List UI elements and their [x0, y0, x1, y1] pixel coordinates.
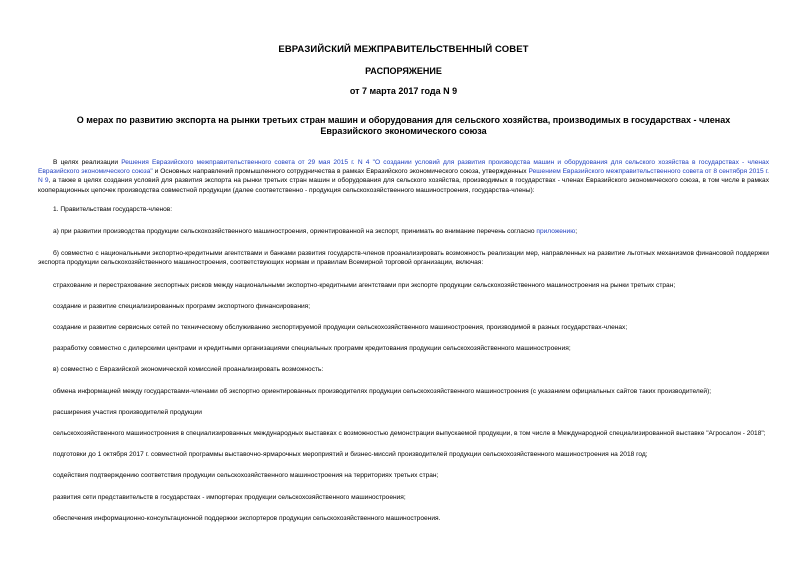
doc-title: О мерах по развитию экспорта на рынки третьих стран машин и оборудования для сельского хозяйства, производимых в государствах - членах Евразийского экономического союза [76, 115, 731, 136]
v-list-item: расширения участия производителей продукции [53, 408, 202, 416]
doc-type-heading: РАСПОРЯЖЕНИЕ [365, 66, 442, 76]
item-a-text: а) при развитии производства продукции сельскохозяйственного машиностроения, ориентированной на экспорт, принимать во внимание перечень согласно [53, 228, 537, 236]
b-list-item: страхование и перестрахование экспортных рисков между национальными экспортно-кредитными агентствами при экспорте продукции сельскохозяйственного машиностроения на рынки третьих стран; [53, 281, 676, 289]
b-list-item: создание и развитие сервисных сетей по техническому обслуживанию экспортируемой продукции сельскохозяйственного машиностроения, производимой в разных государствах-членах; [53, 324, 628, 332]
v-list-item: подготовки до 1 октября 2017 г. совместной программы выставочно-ярмарочных мероприятий и бизнес-миссий производителей продукции сельскохозяйственного машиностроения на 2018 год; [53, 451, 648, 459]
intro-text-2: и Основных направлений промышленного сотрудничества в рамках Евразийского экономического союза, утвержденных [152, 168, 529, 176]
item-b: б) совместно с национальными экспортно-кредитными агентствами и банками развития государств-членов проанализировать возможность реализации мер, направленных на развитие льготных механизмов финансовой поддержки экспорта продукции сельскохозяйственного машиностроения, соответствующих нормам и правилам Всемирной торговой организации, включая: [38, 250, 769, 267]
v-list-item: обеспечения информационно-консультационной поддержки экспортеров продукции сельскохозяйственного машиностроения. [53, 514, 441, 522]
b-list-item: создание и развитие специализированных программ экспортного финансирования; [53, 302, 311, 310]
v-list-item: развития сети представительств в государствах - импортерах продукции сельскохозяйственного машиностроения; [53, 493, 406, 501]
intro-text-3: , а также в целях создания условий для развития экспорта на рынки третьих стран машин и оборудования для сельского хозяйства, производимых в государствах - членах Евразийского экономического союза, в том числе в рамках кооперационных цепочек производства совместной продукции (далее соответственно - продукция сельскохозяйственного машиностроения, государства-члены): [38, 177, 769, 194]
appendix-link[interactable]: приложению [536, 228, 576, 236]
decision-link-1[interactable]: Решения Евразийского межправительственного совета от 29 мая 2015 г. N 4 "О создании условий для развития производства машин и оборудования для сельского хозяйства в государствах - членах Евразийского экономического союза" [38, 159, 769, 176]
v-list-item: содействия подтверждению соответствия продукции сельскохозяйственного машиностроения на территориях третьих стран; [53, 472, 439, 480]
item-1: 1. Правительствам государств-членов: [53, 205, 173, 213]
intro-text-1: В целях реализации [53, 159, 122, 166]
intro-paragraph [38, 158, 769, 195]
v-list-item: обмена информацией между государствами-членами об экспортно ориентированных производителях продукции сельскохозяйственного машиностроения (с указанием официальных сайтов таких производителей); [53, 387, 712, 395]
b-list-item: разработку совместно с дилерскими центрами и кредитными организациями специальных программ кредитования продукции сельскохозяйственного машиностроения; [53, 345, 571, 353]
item-v: в) совместно с Евразийской экономической комиссией проанализировать возможность: [53, 366, 324, 374]
council-heading: ЕВРАЗИЙСКИЙ МЕЖПРАВИТЕЛЬСТВЕННЫЙ СОВЕТ [278, 44, 529, 55]
item-a-end: ; [575, 228, 578, 236]
v-list-item: сельскохозяйственного машиностроения в специализированных международных выставках с возможностью демонстрации выпускаемой продукции, в том числе в Международной специализированной выставке "Агросалон - 2018"; [53, 430, 766, 438]
decision-link-2[interactable]: Решением Евразийского межправительственного совета от 8 сентября 2015 г. N 9 [38, 168, 769, 185]
document-body [38, 158, 769, 523]
doc-date: от 7 марта 2017 года N 9 [349, 86, 458, 96]
item-a [38, 227, 769, 236]
